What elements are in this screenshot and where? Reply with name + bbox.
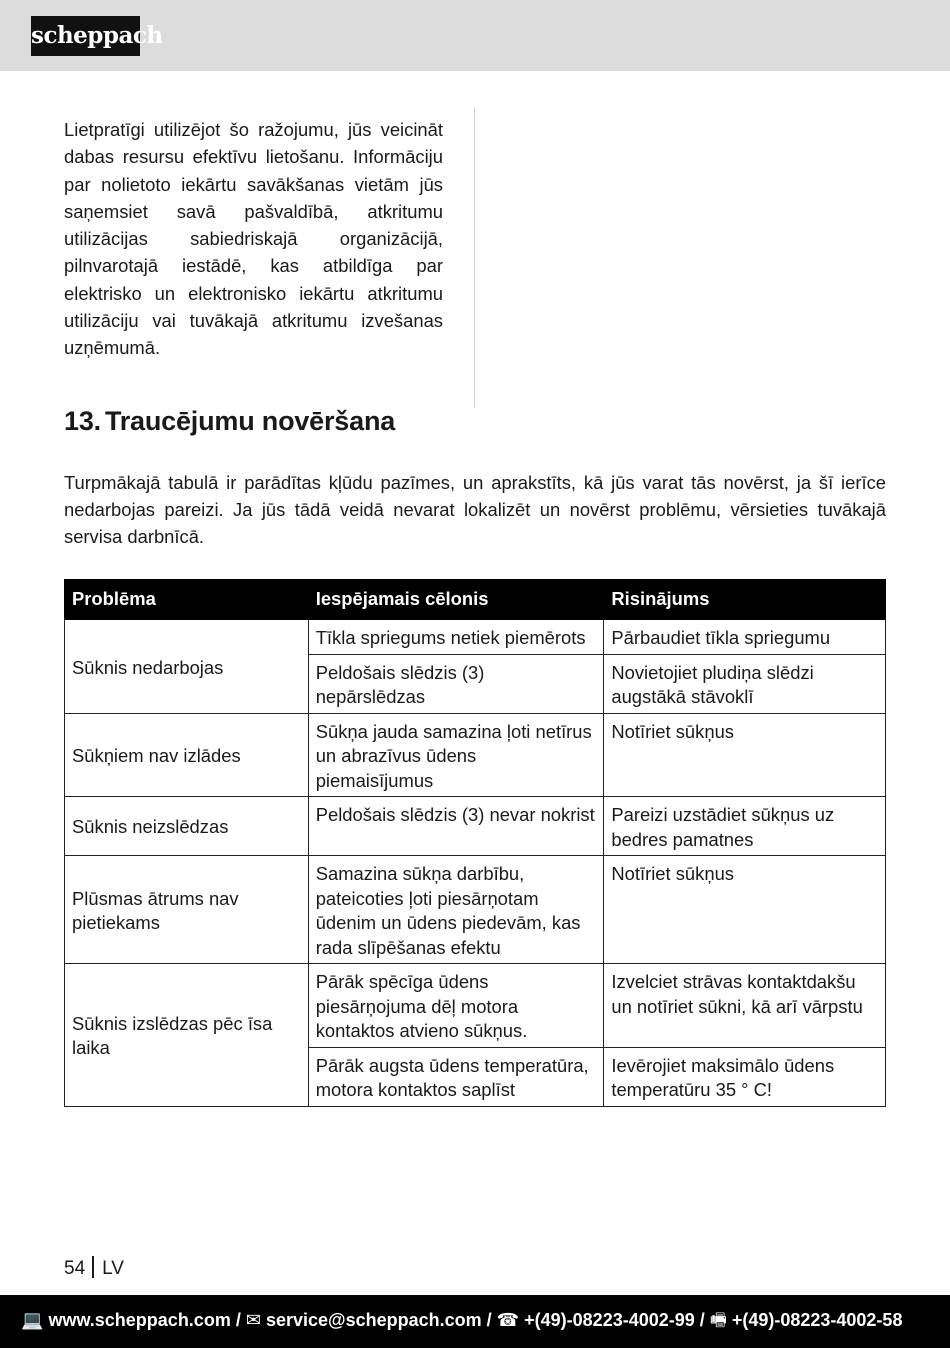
cause-cell: Sūkņa jauda samazina ļoti netīrus un abrazīvus ūdens piemaisījumus <box>308 713 604 797</box>
computer-icon: 💻 <box>21 1310 44 1330</box>
solution-cell: Notīriet sūkņus <box>604 713 886 797</box>
table-header-row <box>65 580 886 620</box>
solution-cell: Pārbaudiet tīkla spriegumu <box>604 620 886 655</box>
header-solution: Risinājums <box>604 580 886 620</box>
table-row <box>65 964 886 1048</box>
footer-website[interactable]: www.scheppach.com <box>48 1310 231 1330</box>
page-number <box>64 1256 124 1280</box>
header-band <box>0 0 950 71</box>
page-language: LV <box>102 1258 124 1279</box>
table-row <box>65 713 886 797</box>
header-problem: Problēma <box>65 580 309 620</box>
cause-cell: Samazina sūkņa darbību, pateicoties ļoti piesārņotam ūdenim un ūdens piedevām, kas rada slīpēšanas efektu <box>308 856 604 964</box>
problem-cell: Plūsmas ātrums nav pietiekams <box>65 856 309 964</box>
column-divider <box>474 108 475 408</box>
section-intro: Turpmākajā tabulā ir parādītas kļūdu pazīmes, un aprakstīts, kā jūs varat tās novērst, ja šī ierīce nedarbojas pareizi. Ja jūs tādā veidā nevarat lokalizēt un novērst problēmu, vērsieties tuvākajā servisa darbnīcā. <box>64 472 886 547</box>
table-row <box>65 797 886 856</box>
footer-separator: / <box>699 1310 705 1330</box>
table-row <box>65 856 886 964</box>
problem-cell: Sūknis neizslēdzas <box>65 797 309 856</box>
page-separator <box>92 1256 94 1278</box>
cause-cell: Peldošais slēdzis (3) nepārslēdzas <box>308 654 604 713</box>
phone-icon: ☎ <box>496 1310 520 1330</box>
cause-cell: Peldošais slēdzis (3) nevar nokrist <box>308 797 604 856</box>
cause-cell: Tīkla spriegums netiek piemērots <box>308 620 604 655</box>
solution-cell: Pareizi uzstādiet sūkņus uz bedres pamatnes <box>604 797 886 856</box>
solution-cell: Notīriet sūkņus <box>604 856 886 964</box>
problem-cell: Sūknis nedarbojas <box>65 620 309 714</box>
solution-cell: Izvelciet strāvas kontaktdakšu un notīriet sūkni, kā arī vārpstu <box>604 964 886 1048</box>
mail-icon: ✉ <box>245 1310 261 1330</box>
section-title: Traucējumu novēršana <box>104 406 396 436</box>
page-number-value: 54 <box>64 1258 86 1279</box>
header-cause: Iespējamais cēlonis <box>308 580 604 620</box>
disposal-paragraph: Lietpratīgi utilizējot šo ražojumu, jūs veicināt dabas resursu efektīvu lietošanu. Informāciju par nolietoto iekārtu savākšanas vietām jūs saņemsiet savā pašvaldībā, atkritumu utilizācijas sabiedriskajā organizācijā, pilnvarotajā iestādē, kas atbildīga par elektrisko un elektronisko iekārtu atkritumu utilizāciju vai tuvākajā atkritumu izvešanas uzņēmumā. <box>64 119 443 359</box>
footer-fax: +(49)-08223-4002-58 <box>731 1310 903 1330</box>
cause-cell: Pārāk spēcīga ūdens piesārņojuma dēļ motora kontaktos atvieno sūkņus. <box>308 964 604 1048</box>
solution-cell: Ievērojiet maksimālo ūdens temperatūru 35 ° C! <box>604 1047 886 1106</box>
table-row <box>65 620 886 655</box>
section-number: 13. <box>64 406 101 436</box>
cause-cell: Pārāk augsta ūdens temperatūra, motora kontaktos saplīst <box>308 1047 604 1106</box>
solution-cell: Novietojiet pludiņa slēdzi augstākā stāvoklī <box>604 654 886 713</box>
footer-email[interactable]: service@scheppach.com <box>265 1310 482 1330</box>
footer-separator: / <box>486 1310 492 1330</box>
problem-cell: Sūkņiem nav izlādes <box>65 713 309 797</box>
scheppach-logo: scheppach <box>31 16 140 56</box>
footer-phone: +(49)-08223-4002-99 <box>524 1310 695 1330</box>
fax-icon: 🖷 <box>709 1310 727 1330</box>
troubleshooting-table <box>64 579 886 1107</box>
footer-separator: / <box>235 1310 241 1330</box>
contact-footer <box>0 1295 950 1348</box>
problem-cell: Sūknis izslēdzas pēc īsa laika <box>65 964 309 1107</box>
section-heading <box>64 406 395 437</box>
